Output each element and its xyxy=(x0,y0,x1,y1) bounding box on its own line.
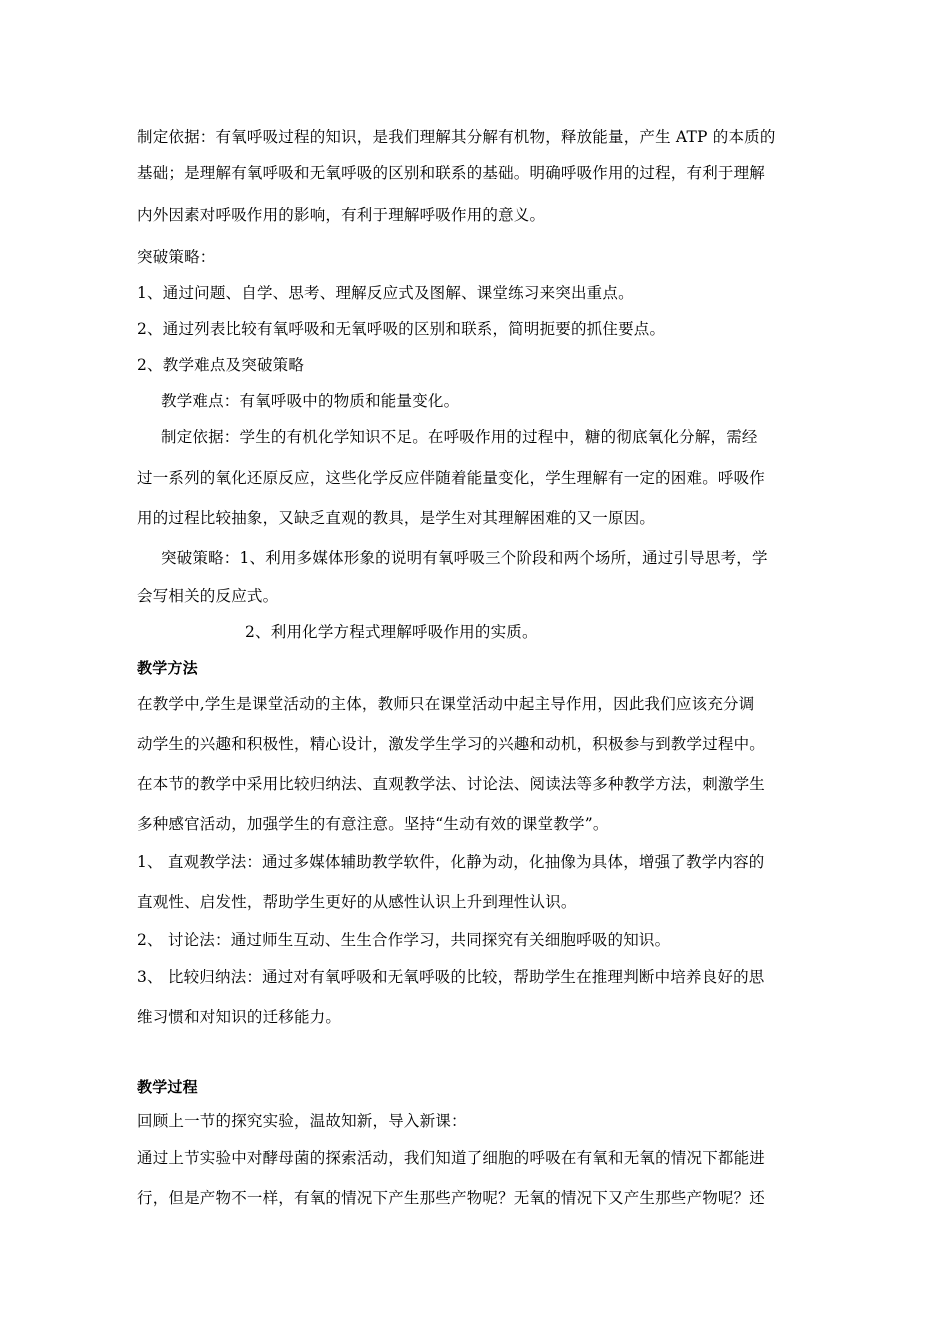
paragraph-basis2-line3: 用的过程比较抽象，又缺乏直观的教具，是学生对其理解困难的又一原因。 xyxy=(137,509,656,527)
breakthrough-item-2: 2、利用化学方程式理解呼吸作用的实质。 xyxy=(245,623,538,641)
strategy-item-2: 2、通过列表比较有氧呼吸和无氧呼吸的区别和联系，简明扼要的抓住要点。 xyxy=(137,320,666,338)
section-title-method: 教学方法 xyxy=(137,659,198,677)
paragraph-basis2-line2: 过一系列的氧化还原反应，这些化学反应伴随着能量变化，学生理解有一定的困难。呼吸作 xyxy=(137,469,766,487)
method-intro-line4: 多种感官活动，加强学生的有意注意。坚持“生动有效的课堂教学”。 xyxy=(137,815,609,833)
breakthrough-line1: 突破策略：1、利用多媒体形象的说明有氧呼吸三个阶段和两个场所，通过引导思考，学 xyxy=(161,549,768,567)
paragraph-basis1-line2: 基础；是理解有氧呼吸和无氧呼吸的区别和联系的基础。明确呼吸作用的过程，有利于理解 xyxy=(137,164,766,182)
breakthrough-line2: 会写相关的反应式。 xyxy=(137,587,279,605)
method-item-1-line1: 1、 直观教学法：通过多媒体辅助教学软件，化静为动，化抽像为具体，增强了教学内容的 xyxy=(137,853,765,871)
method-intro-line1: 在教学中,学生是课堂活动的主体，教师只在课堂活动中起主导作用，因此我们应该充分调 xyxy=(137,695,755,713)
process-text-line1: 通过上节实验中对酵母菌的探索活动，我们知道了细胞的呼吸在有氧和无氧的情况下都能进 xyxy=(137,1149,766,1167)
method-intro-line3: 在本节的教学中采用比较归纳法、直观教学法、讨论法、阅读法等多种教学方法，刺激学生 xyxy=(137,775,766,793)
paragraph-basis2-line1: 制定依据：学生的有机化学知识不足。在呼吸作用的过程中，糖的彻底氧化分解，需经 xyxy=(161,428,758,446)
process-text-line2: 行，但是产物不一样，有氧的情况下产生那些产物呢？无氧的情况下又产生那些产物呢？还 xyxy=(137,1189,766,1207)
method-item-3-line2: 维习惯和对知识的迁移能力。 xyxy=(137,1008,342,1026)
difficulty-text: 教学难点：有氧呼吸中的物质和能量变化。 xyxy=(161,392,460,410)
process-review: 回顾上一节的探究实验，温故知新，导入新课： xyxy=(137,1112,467,1130)
strategy-item-1: 1、通过问题、自学、思考、理解反应式及图解、课堂练习来突出重点。 xyxy=(137,284,634,302)
strategy-label: 突破策略： xyxy=(137,248,216,266)
method-intro-line2: 动学生的兴趣和积极性，精心设计，激发学生学习的兴趣和动机，积极参与到教学过程中。 xyxy=(137,735,766,753)
paragraph-basis1-line3: 内外因素对呼吸作用的影响，有利于理解呼吸作用的意义。 xyxy=(137,206,546,224)
method-item-1-line2: 直观性、启发性，帮助学生更好的从感性认识上升到理性认识。 xyxy=(137,893,577,911)
section-title-process: 教学过程 xyxy=(137,1078,198,1096)
method-item-2: 2、 讨论法：通过师生互动、生生合作学习，共同探究有关细胞呼吸的知识。 xyxy=(137,931,671,949)
difficulty-heading: 2、教学难点及突破策略 xyxy=(137,356,305,374)
method-item-3-line1: 3、 比较归纳法：通过对有氧呼吸和无氧呼吸的比较，帮助学生在推理判断中培养良好的思 xyxy=(137,968,765,986)
paragraph-basis1-line1: 制定依据：有氧呼吸过程的知识，是我们理解其分解有机物，释放能量，产生 ATP 的本质的 xyxy=(137,128,776,146)
